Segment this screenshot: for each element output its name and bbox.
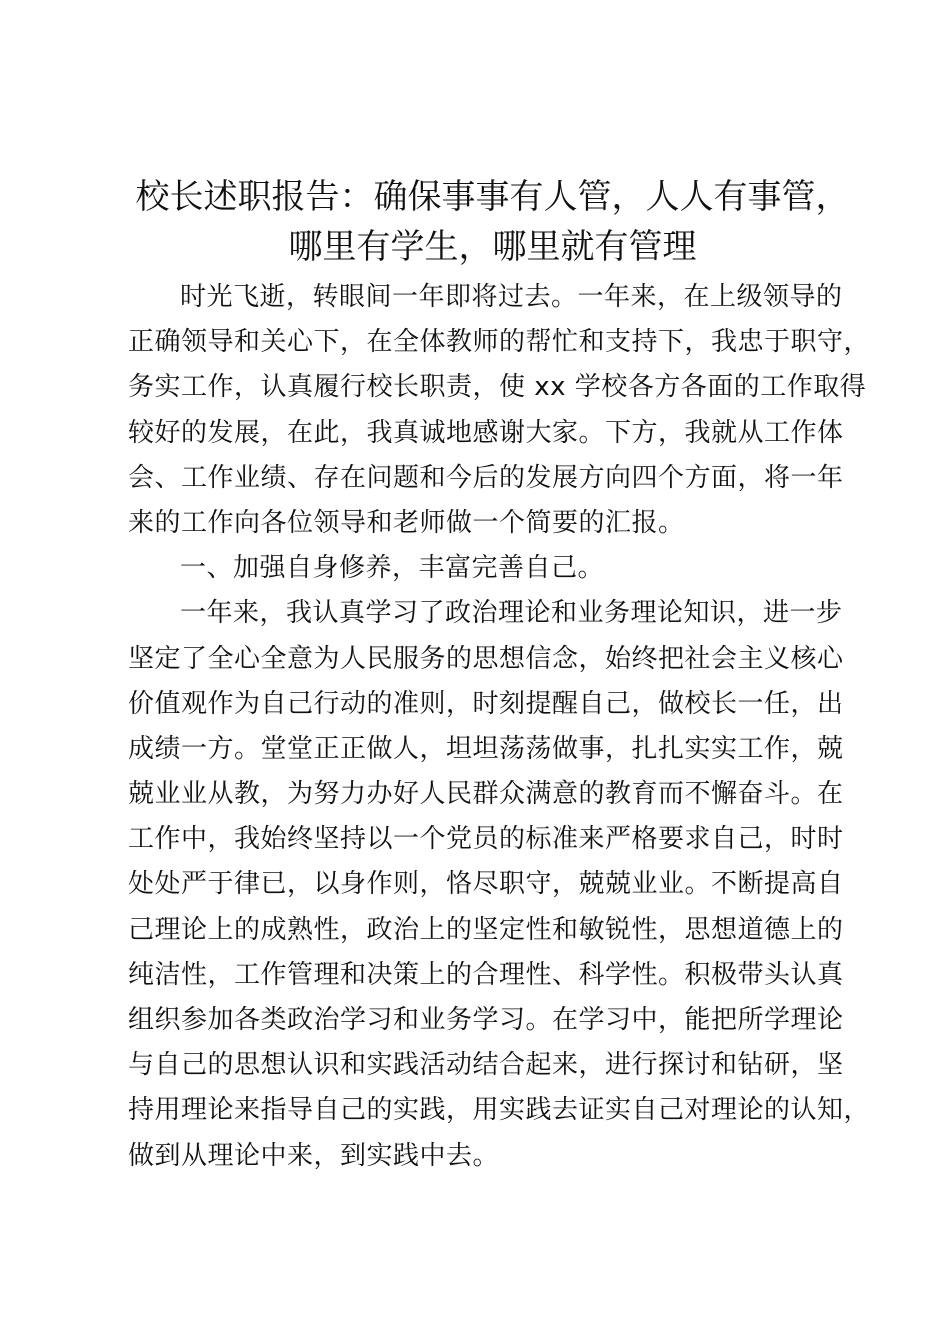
document-title-line-1: 校长述职报告：确保事事有人管，人人有事管， bbox=[135, 177, 850, 217]
text-line: 来的工作向各位领导和老师做一个简要的汇报。 bbox=[128, 507, 685, 538]
text-line: 务实工作，认真履行校长职责，使 xx 学校各方各面的工作取得 bbox=[128, 372, 867, 403]
section-heading: 一、加强自身修养，丰富完善自己。 bbox=[180, 553, 605, 584]
document-body bbox=[128, 275, 871, 1179]
text-line: 较好的发展，在此，我真诚地感谢大家。下方，我就从工作体 bbox=[128, 417, 844, 448]
text-line: 兢业业从教，为努力办好人民群众满意的教育而不懈奋斗。在 bbox=[128, 779, 844, 810]
text-line: 时光飞逝，转眼间一年即将过去。一年来，在上级领导的 bbox=[180, 282, 843, 312]
text-line: 做到从理论中来，到实践中去。 bbox=[128, 1140, 500, 1171]
text-line: 与自己的思想认识和实践活动结合起来，进行探讨和钻研，坚 bbox=[128, 1050, 844, 1081]
text-line: 会、工作业绩、存在问题和今后的发展方向四个方面，将一年 bbox=[128, 462, 844, 493]
paragraph-self-cultivation bbox=[128, 591, 871, 1178]
text-line: 正确领导和关心下，在全体教师的帮忙和支持下，我忠于职守， bbox=[128, 327, 871, 358]
text-line: 组织参加各类政治学习和业务学习。在学习中，能把所学理论 bbox=[128, 1005, 844, 1035]
text-line: 纯洁性，工作管理和决策上的合理性、科学性。积极带头认真 bbox=[128, 959, 844, 990]
text-line: 成绩一方。堂堂正正做人，坦坦荡荡做事，扎扎实实工作，兢 bbox=[128, 733, 844, 764]
text-line: 价值观作为自己行动的准则，时刻提醒自己，做校长一任，出 bbox=[128, 688, 844, 719]
document-title-line-2: 哪里有学生，哪里就有管理 bbox=[288, 227, 697, 267]
text-line: 己理论上的成熟性，政治上的坚定性和敏锐性，思想道德上的 bbox=[128, 914, 844, 945]
text-line: 一年来，我认真学习了政治理论和业务理论知识，进一步 bbox=[180, 598, 843, 629]
text-line: 工作中，我始终坚持以一个党员的标准来严格要求自己，时时 bbox=[128, 824, 844, 855]
text-line: 持用理论来指导自己的实践，用实践去证实自己对理论的认知， bbox=[128, 1095, 871, 1126]
paragraph-intro bbox=[128, 275, 871, 546]
text-line: 坚定了全心全意为人民服务的思想信念，始终把社会主义核心 bbox=[128, 643, 844, 674]
text-line: 处处严于律已，以身作则，恪尽职守，兢兢业业。不断提高自 bbox=[128, 869, 844, 900]
